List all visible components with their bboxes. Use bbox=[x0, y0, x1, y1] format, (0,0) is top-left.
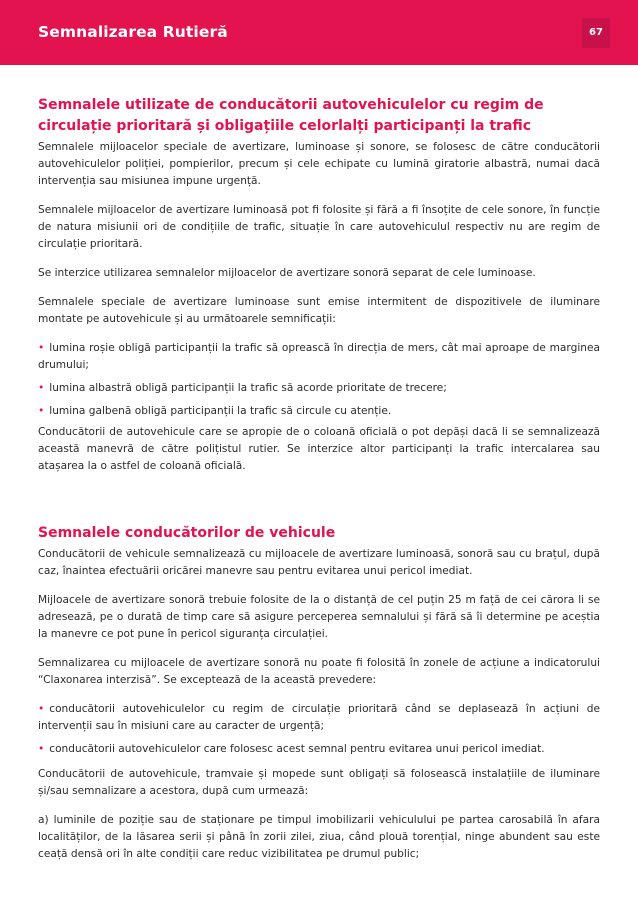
bullet-item-yellow-light: • lumina galbenă obligă participanții la trafic să circule cu atenție. bbox=[38, 403, 600, 420]
page-number: 67 bbox=[589, 27, 603, 38]
bullet-item-red-light: • lumina roșie obligă participanții la trafic să oprească în direcția de mers, cât mai aproape de marginea drumului; bbox=[38, 340, 600, 374]
paragraph: Semnalizarea cu mijloacele de avertizare sonoră nu poate fi folosită în zonele de acțiune a indicatorului “Claxonarea interzisă”. Se exceptează de la această prevedere: bbox=[38, 657, 600, 686]
section-heading-driver-signals: Semnalele conducătorilor de vehicule bbox=[38, 525, 336, 541]
main-content bbox=[38, 95, 600, 863]
paragraph: Se interzice utilizarea semnalelor mijloacelor de avertizare sonoră separat de cele luminoase. bbox=[38, 267, 536, 279]
bullet-item-blue-light: • lumina albastră obligă participanții la trafic să acorde prioritate de trecere; bbox=[38, 380, 600, 397]
section-heading-priority-signals: Semnalele utilizate de conducătorii autovehiculelor cu regim de circulație prioritară și obligațiile celorlalți participanți la trafic bbox=[38, 97, 544, 134]
paragraph: Semnalele speciale de avertizare luminoase sunt emise intermitent de dispozitivele de iluminare montate pe autovehicule și au următoarele semnificații: bbox=[38, 296, 600, 325]
paragraph: Conducătorii de autovehicule, tramvaie și mopede sunt obligați să folosească instalațiile de iluminare și/sau semnalizare a acestora, după cum urmează: bbox=[38, 768, 600, 797]
bullet-item-priority-vehicles: • conducătorii autovehiculelor cu regim de circulație prioritară când se deplasează în acțiuni de intervenții sau în misiuni care au caracter de urgență; bbox=[38, 701, 600, 735]
header-title: Semnalizarea Rutieră bbox=[38, 23, 228, 41]
paragraph: Mijloacele de avertizare sonoră trebuie folosite de la o distanță de cel puțin 25 m față de cei cărora li se adresează, pe o durată de timp care să asigure perceperea semnalului și fără să îi determine pe aceștia la manevre ce pot pune în pericol siguranța circulației. bbox=[38, 594, 600, 640]
paragraph: Conducătorii de vehicule semnalizează cu mijloacele de avertizare luminoasă, sonoră sau cu brațul, după caz, înaintea efectuării oricărei manevre sau pentru evitarea unui pericol imediat. bbox=[38, 548, 600, 577]
paragraph: Conducătorii de autovehicule care se apropie de o coloană oficială o pot depăși dacă li se semnalizează această manevră de către polițistul rutier. Se interzice altor participanți la trafic intercalarea sau atașarea la o astfel de coloană oficială. bbox=[38, 426, 600, 472]
bullet-item-danger-avoidance: • conducătorii autovehiculelor care folosesc acest semnal pentru evitarea unui pericol imediat. bbox=[38, 741, 600, 758]
paragraph: Semnalele mijloacelor speciale de avertizare, luminoase și sonore, se folosesc de către conducătorii autovehiculelor poliției, pompierilor, precum și cele echipate cu lumină giratorie albastră, numai dacă intervenția sau misiunea impune urgență. bbox=[38, 141, 600, 187]
paragraph: Semnalele mijloacelor de avertizare luminoasă pot fi folosite și fără a fi însoțite de cele sonore, în funcție de natura misiunii ori de condițiile de trafic, situație în care autovehiculul respectiv nu are regim de circulație prioritară. bbox=[38, 204, 600, 250]
paragraph: a) luminile de poziție sau de staționare pe timpul imobilizarii vehiculului pe partea carosabilă în afara localităților, de la lăsarea serii și până în zorii zilei, ziua, când plouă torențial, ninge abundent sau este ceață densă ori în alte condiții care reduc vizibilitatea pe drumul public; bbox=[38, 814, 600, 860]
